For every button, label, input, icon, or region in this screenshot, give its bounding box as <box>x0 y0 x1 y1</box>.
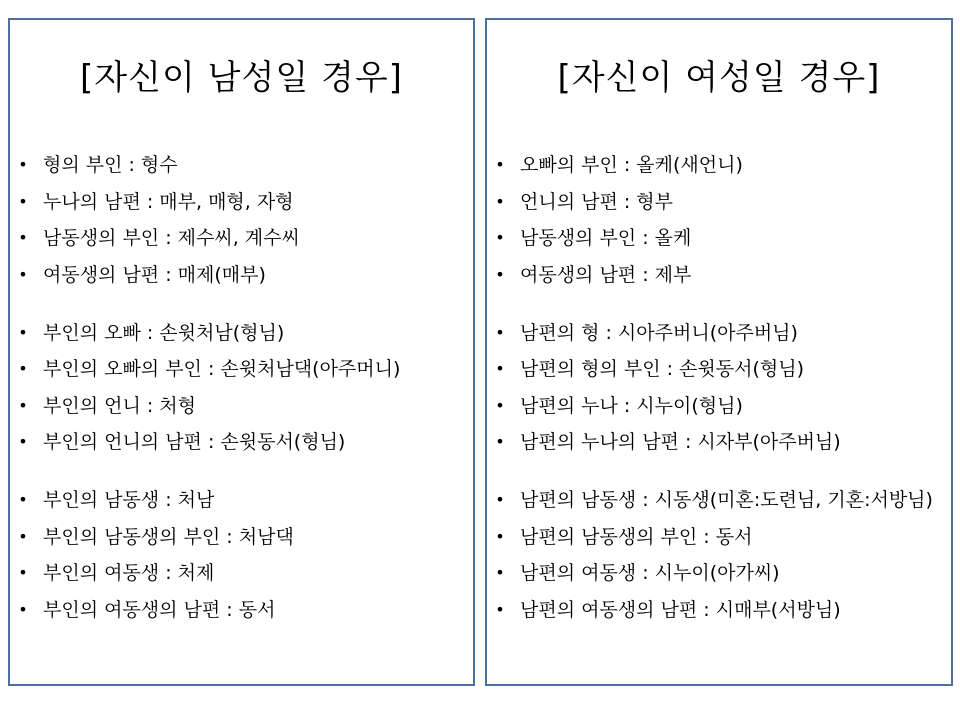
bullet-icon: • <box>495 155 505 174</box>
bullet-icon: • <box>495 228 505 247</box>
bullet-icon: • <box>18 155 28 174</box>
bullet-icon: • <box>495 563 505 582</box>
panel-title: [자신이 남성일 경우] <box>80 58 403 98</box>
bullet-icon: • <box>18 526 28 546</box>
list-item <box>487 395 951 417</box>
term-text: 오빠의 부인 : 올케(새언니) <box>520 154 743 176</box>
list-item <box>10 264 473 286</box>
term-text: 누나의 남편 : 매부, 매형, 자형 <box>43 190 294 213</box>
list-item <box>10 227 473 249</box>
term-text: 부인의 여동생 : 처제 <box>43 562 215 584</box>
term-text: 부인의 언니 : 처형 <box>43 394 196 417</box>
list-item <box>10 322 473 344</box>
bullet-icon: • <box>495 395 505 415</box>
list-item <box>487 154 951 176</box>
list-item <box>10 191 473 213</box>
list-item <box>487 264 951 286</box>
term-text: 부인의 오빠의 부인 : 손윗처남댁(아주머니) <box>43 358 401 380</box>
bullet-icon: • <box>495 322 505 342</box>
list-item <box>487 489 951 511</box>
term-text: 남편의 여동생의 남편 : 시매부(서방님) <box>520 598 841 621</box>
male-terms-panel <box>8 18 475 686</box>
list-item <box>10 599 473 621</box>
term-text: 부인의 여동생의 남편 : 동서 <box>43 598 276 621</box>
list-item <box>487 227 951 249</box>
list-item <box>10 526 473 548</box>
panel-title: [자신이 여성일 경우] <box>557 58 881 98</box>
term-text: 남편의 누나의 남편 : 시자부(아주버님) <box>520 431 841 453</box>
term-text: 남편의 형 : 시아주버니(아주버님) <box>520 321 798 344</box>
term-text: 남편의 남동생 : 시동생(미혼:도련님, 기혼:서방님) <box>520 489 933 511</box>
bullet-icon: • <box>18 228 28 247</box>
bullet-icon: • <box>18 563 28 582</box>
list-item <box>487 191 951 213</box>
bullet-icon: • <box>495 526 505 546</box>
term-text: 남편의 형의 부인 : 손윗동서(형님) <box>520 358 804 380</box>
term-text: 여동생의 남편 : 매제(매부) <box>43 263 266 286</box>
term-text: 남편의 여동생 : 시누이(아가씨) <box>520 562 780 584</box>
bullet-icon: • <box>495 599 505 619</box>
bullet-icon: • <box>495 264 505 284</box>
term-list <box>10 154 473 635</box>
list-item <box>10 431 473 453</box>
term-text: 부인의 언니의 남편 : 손윗동서(형님) <box>43 431 346 453</box>
list-item <box>487 526 951 548</box>
bullet-icon: • <box>18 599 28 619</box>
bullet-icon: • <box>18 191 28 211</box>
list-item <box>487 358 951 380</box>
bullet-icon: • <box>18 322 28 342</box>
bullet-icon: • <box>18 395 28 415</box>
list-item <box>10 562 473 584</box>
list-item <box>487 562 951 584</box>
bullet-icon: • <box>495 191 505 211</box>
list-item <box>10 395 473 417</box>
bullet-icon: • <box>495 359 505 378</box>
list-item <box>10 489 473 511</box>
bullet-icon: • <box>18 432 28 451</box>
term-text: 남동생의 부인 : 올케 <box>520 227 692 249</box>
term-text: 부인의 오빠 : 손윗처남(형님) <box>43 321 285 344</box>
bullet-icon: • <box>18 359 28 378</box>
list-item <box>10 154 473 176</box>
term-text: 부인의 남동생 : 처남 <box>43 489 215 511</box>
list-item <box>10 358 473 380</box>
term-list <box>487 154 951 635</box>
bullet-icon: • <box>495 432 505 451</box>
term-text: 언니의 남편 : 형부 <box>520 190 673 213</box>
term-text: 형의 부인 : 형수 <box>43 154 178 176</box>
list-item <box>487 599 951 621</box>
term-text: 여동생의 남편 : 제부 <box>520 263 692 286</box>
list-item <box>487 322 951 344</box>
bullet-icon: • <box>18 264 28 284</box>
term-text: 남동생의 부인 : 제수씨, 계수씨 <box>43 227 300 249</box>
term-text: 남편의 누나 : 시누이(형님) <box>520 394 743 417</box>
female-terms-panel <box>485 18 953 686</box>
term-text: 부인의 남동생의 부인 : 처남댁 <box>43 525 294 548</box>
bullet-icon: • <box>18 490 28 509</box>
term-text: 남편의 남동생의 부인 : 동서 <box>520 525 753 548</box>
bullet-icon: • <box>495 490 505 509</box>
list-item <box>487 431 951 453</box>
